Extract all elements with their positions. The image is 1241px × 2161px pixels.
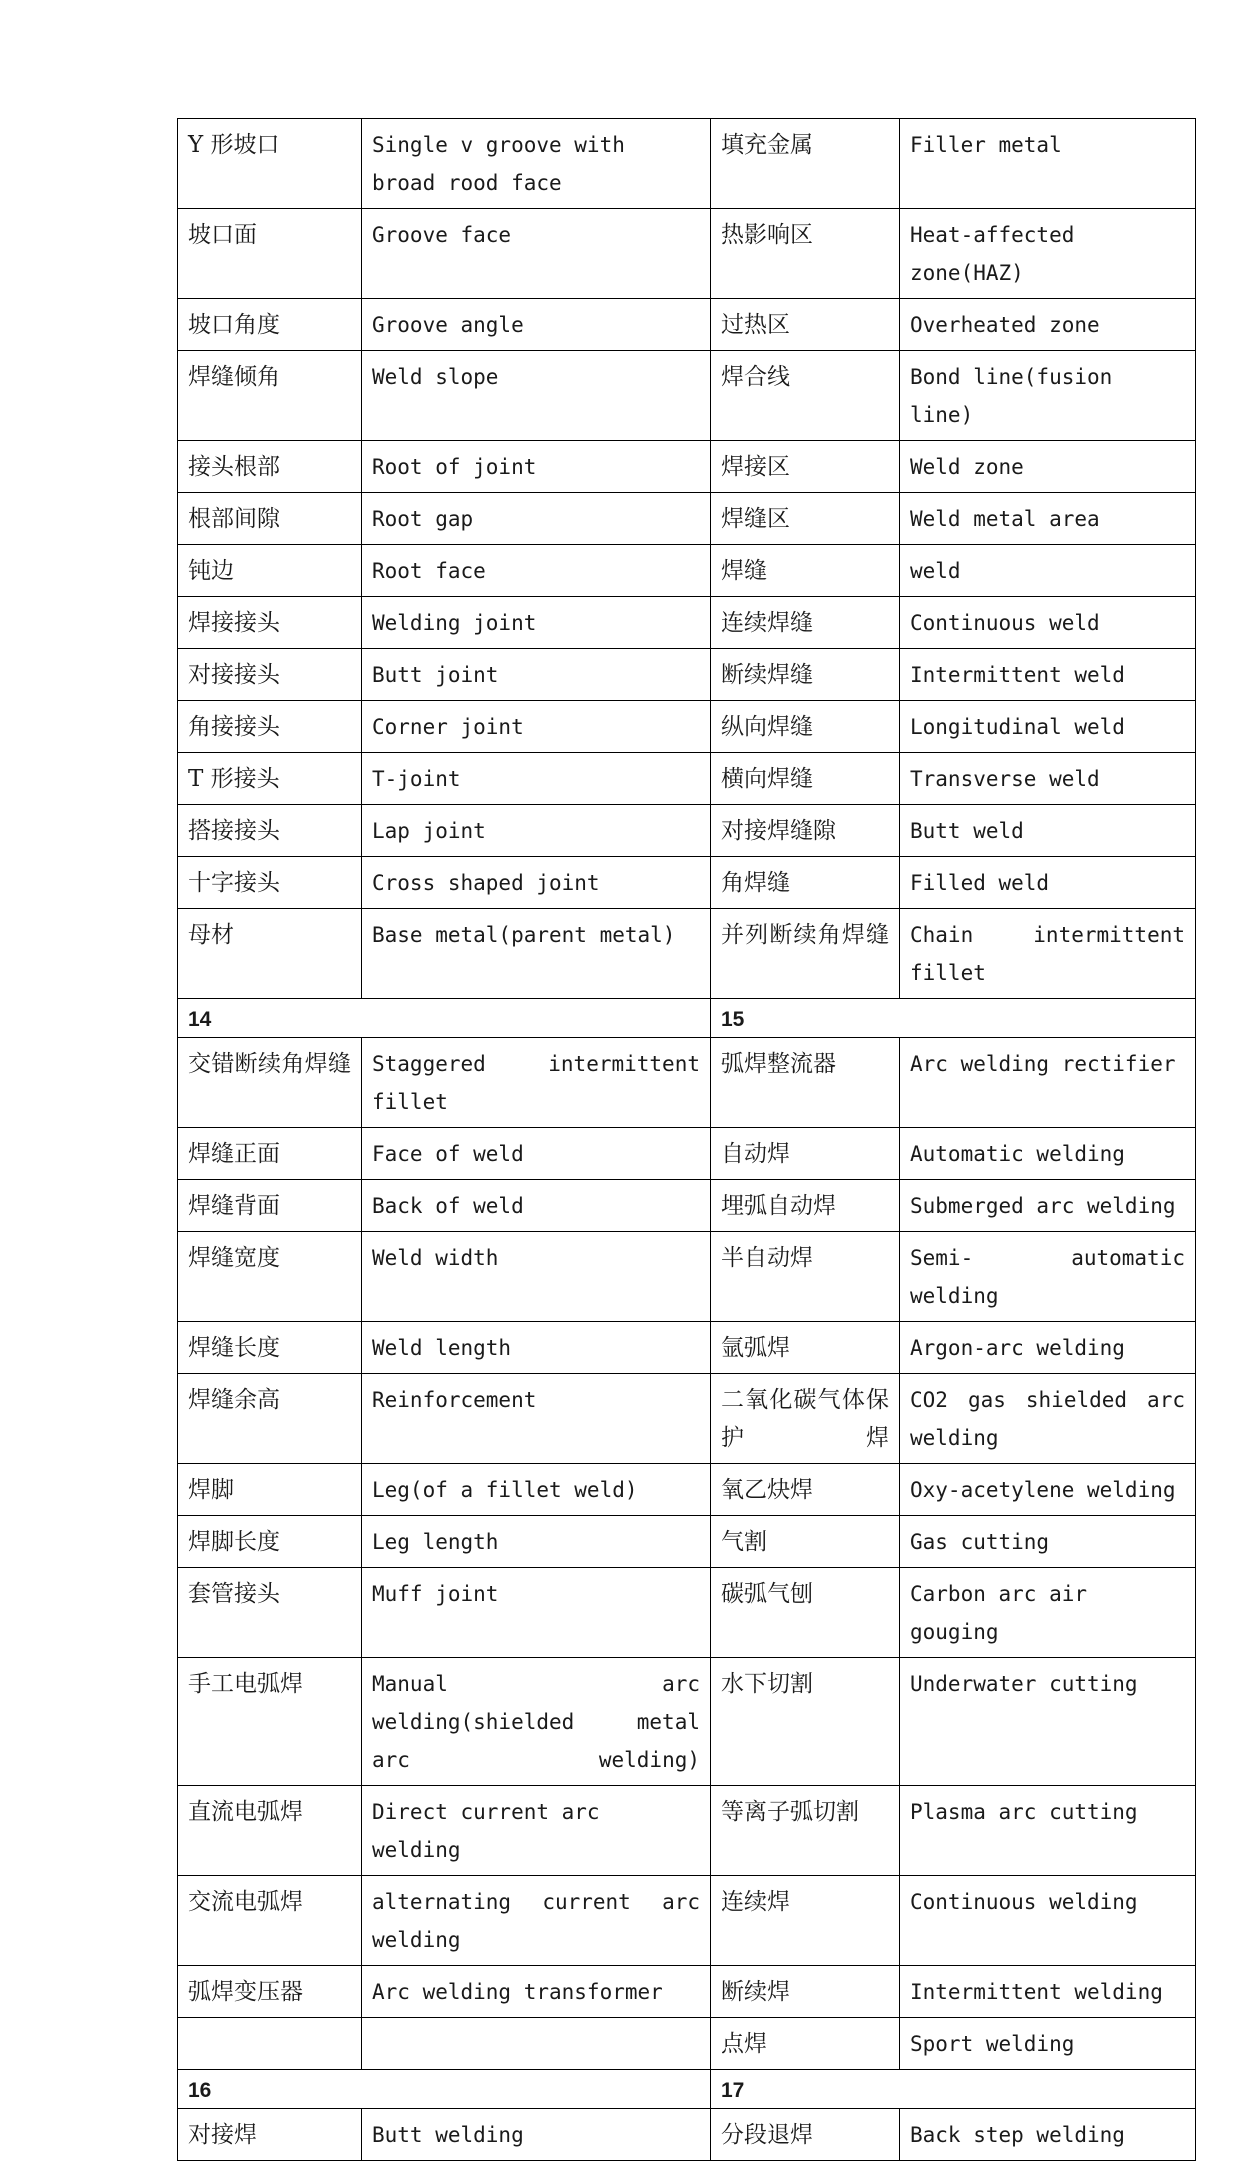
table-row bbox=[178, 1516, 1196, 1568]
chinese-term: 十字接头 bbox=[178, 857, 362, 909]
chinese-term: 横向焊缝 bbox=[711, 753, 900, 805]
chinese-term: 焊缝正面 bbox=[178, 1128, 362, 1180]
table-row bbox=[178, 351, 1196, 441]
chinese-term: 焊缝背面 bbox=[178, 1180, 362, 1232]
english-term: Intermittent weld bbox=[900, 649, 1196, 701]
chinese-term: 热影响区 bbox=[711, 209, 900, 299]
english-term: Single v groove with broad rood face bbox=[362, 119, 711, 209]
chinese-term: 根部间隙 bbox=[178, 493, 362, 545]
english-term: Continuous weld bbox=[900, 597, 1196, 649]
english-term: Root face bbox=[362, 545, 711, 597]
chinese-term: 自动焊 bbox=[711, 1128, 900, 1180]
english-term: Weld metal area bbox=[900, 493, 1196, 545]
glossary-table bbox=[177, 118, 1196, 2161]
chinese-term: 接头根部 bbox=[178, 441, 362, 493]
chinese-term: 焊缝长度 bbox=[178, 1322, 362, 1374]
english-term: Reinforcement bbox=[362, 1374, 711, 1464]
chinese-term: 钝边 bbox=[178, 545, 362, 597]
chinese-term: 焊接区 bbox=[711, 441, 900, 493]
chinese-term: 角焊缝 bbox=[711, 857, 900, 909]
english-term: Arc welding transformer bbox=[362, 1966, 711, 2018]
chinese-term: 分段退焊 bbox=[711, 2109, 900, 2161]
chinese-term: 埋弧自动焊 bbox=[711, 1180, 900, 1232]
chinese-term: 连续焊缝 bbox=[711, 597, 900, 649]
english-term: Filled weld bbox=[900, 857, 1196, 909]
chinese-term: 焊缝宽度 bbox=[178, 1232, 362, 1322]
table-row bbox=[178, 753, 1196, 805]
chinese-term: 角接接头 bbox=[178, 701, 362, 753]
table-row bbox=[178, 2018, 1196, 2070]
english-term: Automatic welding bbox=[900, 1128, 1196, 1180]
chinese-term: 弧焊整流器 bbox=[711, 1038, 900, 1128]
chinese-term: 对接焊缝隙 bbox=[711, 805, 900, 857]
english-term: Carbon arc air gouging bbox=[900, 1568, 1196, 1658]
table-row bbox=[178, 209, 1196, 299]
table-row bbox=[178, 1180, 1196, 1232]
chinese-term: 水下切割 bbox=[711, 1658, 900, 1786]
table-row bbox=[178, 299, 1196, 351]
english-term: Manual arc welding(shielded metal arc welding) bbox=[362, 1658, 711, 1786]
english-term: Face of weld bbox=[362, 1128, 711, 1180]
english-term: Direct current arc welding bbox=[362, 1786, 711, 1876]
english-term: Underwater cutting bbox=[900, 1658, 1196, 1786]
english-term: Back step welding bbox=[900, 2109, 1196, 2161]
section-number: 14 bbox=[178, 999, 711, 1038]
english-term: Weld slope bbox=[362, 351, 711, 441]
chinese-term: 碳弧气刨 bbox=[711, 1568, 900, 1658]
english-term: Weld zone bbox=[900, 441, 1196, 493]
table-row bbox=[178, 1128, 1196, 1180]
english-term: Groove face bbox=[362, 209, 711, 299]
table-row bbox=[178, 597, 1196, 649]
section-row bbox=[178, 2070, 1196, 2109]
chinese-term: Y 形坡口 bbox=[178, 119, 362, 209]
english-term: Welding joint bbox=[362, 597, 711, 649]
chinese-term: 搭接接头 bbox=[178, 805, 362, 857]
english-term: Plasma arc cutting bbox=[900, 1786, 1196, 1876]
chinese-term: 气割 bbox=[711, 1516, 900, 1568]
english-term: Corner joint bbox=[362, 701, 711, 753]
table-row bbox=[178, 701, 1196, 753]
english-term: Semi- automatic welding bbox=[900, 1232, 1196, 1322]
section-number: 17 bbox=[711, 2070, 1196, 2109]
chinese-term: 焊接接头 bbox=[178, 597, 362, 649]
table-row bbox=[178, 649, 1196, 701]
chinese-term: 焊缝余高 bbox=[178, 1374, 362, 1464]
chinese-term: 并列断续角焊缝 bbox=[711, 909, 900, 999]
english-term: Leg(of a fillet weld) bbox=[362, 1464, 711, 1516]
chinese-term: 点焊 bbox=[711, 2018, 900, 2070]
table-row bbox=[178, 909, 1196, 999]
table-row bbox=[178, 1322, 1196, 1374]
chinese-term: 氧乙炔焊 bbox=[711, 1464, 900, 1516]
table-row bbox=[178, 1786, 1196, 1876]
english-term: Sport welding bbox=[900, 2018, 1196, 2070]
english-term: Longitudinal weld bbox=[900, 701, 1196, 753]
english-term: Overheated zone bbox=[900, 299, 1196, 351]
chinese-term: 弧焊变压器 bbox=[178, 1966, 362, 2018]
chinese-term: 交错断续角焊缝 bbox=[178, 1038, 362, 1128]
chinese-term: 焊合线 bbox=[711, 351, 900, 441]
english-term: weld bbox=[900, 545, 1196, 597]
english-term: Root of joint bbox=[362, 441, 711, 493]
table-row bbox=[178, 1876, 1196, 1966]
english-term: Lap joint bbox=[362, 805, 711, 857]
chinese-term: 套管接头 bbox=[178, 1568, 362, 1658]
section-number: 16 bbox=[178, 2070, 711, 2109]
section-row bbox=[178, 999, 1196, 1038]
table-row bbox=[178, 805, 1196, 857]
chinese-term: 氩弧焊 bbox=[711, 1322, 900, 1374]
english-term: Continuous welding bbox=[900, 1876, 1196, 1966]
table-row bbox=[178, 1966, 1196, 2018]
chinese-term bbox=[178, 2018, 362, 2070]
chinese-term: 过热区 bbox=[711, 299, 900, 351]
english-term: Oxy-acetylene welding bbox=[900, 1464, 1196, 1516]
english-term: Intermittent welding bbox=[900, 1966, 1196, 2018]
english-term: Submerged arc welding bbox=[900, 1180, 1196, 1232]
table-row bbox=[178, 119, 1196, 209]
chinese-term: 对接接头 bbox=[178, 649, 362, 701]
chinese-term: 断续焊 bbox=[711, 1966, 900, 2018]
english-term: Butt welding bbox=[362, 2109, 711, 2161]
table-row bbox=[178, 2109, 1196, 2161]
english-term: Transverse weld bbox=[900, 753, 1196, 805]
english-term: Gas cutting bbox=[900, 1516, 1196, 1568]
chinese-term: 焊缝倾角 bbox=[178, 351, 362, 441]
chinese-term: 半自动焊 bbox=[711, 1232, 900, 1322]
english-term: Cross shaped joint bbox=[362, 857, 711, 909]
table-row bbox=[178, 1038, 1196, 1128]
english-term: Groove angle bbox=[362, 299, 711, 351]
english-term: Butt joint bbox=[362, 649, 711, 701]
chinese-term: 断续焊缝 bbox=[711, 649, 900, 701]
chinese-term: 连续焊 bbox=[711, 1876, 900, 1966]
chinese-term: 母材 bbox=[178, 909, 362, 999]
chinese-term: 直流电弧焊 bbox=[178, 1786, 362, 1876]
english-term: Staggered intermittent fillet bbox=[362, 1038, 711, 1128]
table-row bbox=[178, 441, 1196, 493]
chinese-term: 焊缝 bbox=[711, 545, 900, 597]
english-term: Argon-arc welding bbox=[900, 1322, 1196, 1374]
chinese-term: 坡口面 bbox=[178, 209, 362, 299]
chinese-term: 填充金属 bbox=[711, 119, 900, 209]
english-term: Weld width bbox=[362, 1232, 711, 1322]
english-term: Back of weld bbox=[362, 1180, 711, 1232]
english-term: Arc welding rectifier bbox=[900, 1038, 1196, 1128]
chinese-term: T 形接头 bbox=[178, 753, 362, 805]
chinese-term: 对接焊 bbox=[178, 2109, 362, 2161]
table-row bbox=[178, 857, 1196, 909]
chinese-term: 纵向焊缝 bbox=[711, 701, 900, 753]
chinese-term: 交流电弧焊 bbox=[178, 1876, 362, 1966]
english-term: Muff joint bbox=[362, 1568, 711, 1658]
chinese-term: 焊缝区 bbox=[711, 493, 900, 545]
table-row bbox=[178, 1232, 1196, 1322]
english-term: T-joint bbox=[362, 753, 711, 805]
chinese-term: 手工电弧焊 bbox=[178, 1658, 362, 1786]
english-term: Root gap bbox=[362, 493, 711, 545]
chinese-term: 等离子弧切割 bbox=[711, 1786, 900, 1876]
table-row bbox=[178, 1658, 1196, 1786]
table-row bbox=[178, 545, 1196, 597]
english-term: alternating current arc welding bbox=[362, 1876, 711, 1966]
table-row bbox=[178, 1374, 1196, 1464]
english-term: CO2 gas shielded arc welding bbox=[900, 1374, 1196, 1464]
english-term: Bond line(fusion line) bbox=[900, 351, 1196, 441]
english-term: Weld length bbox=[362, 1322, 711, 1374]
chinese-term: 焊脚 bbox=[178, 1464, 362, 1516]
table-row bbox=[178, 1568, 1196, 1658]
english-term: Heat-affected zone(HAZ) bbox=[900, 209, 1196, 299]
english-term bbox=[362, 2018, 711, 2070]
english-term: Butt weld bbox=[900, 805, 1196, 857]
chinese-term: 焊脚长度 bbox=[178, 1516, 362, 1568]
english-term: Leg length bbox=[362, 1516, 711, 1568]
table-row bbox=[178, 1464, 1196, 1516]
chinese-term: 二氧化碳气体保护焊 bbox=[711, 1374, 900, 1464]
english-term: Filler metal bbox=[900, 119, 1196, 209]
english-term: Base metal(parent metal) bbox=[362, 909, 711, 999]
section-number: 15 bbox=[711, 999, 1196, 1038]
english-term: Chain intermittent fillet bbox=[900, 909, 1196, 999]
chinese-term: 坡口角度 bbox=[178, 299, 362, 351]
table-row bbox=[178, 493, 1196, 545]
